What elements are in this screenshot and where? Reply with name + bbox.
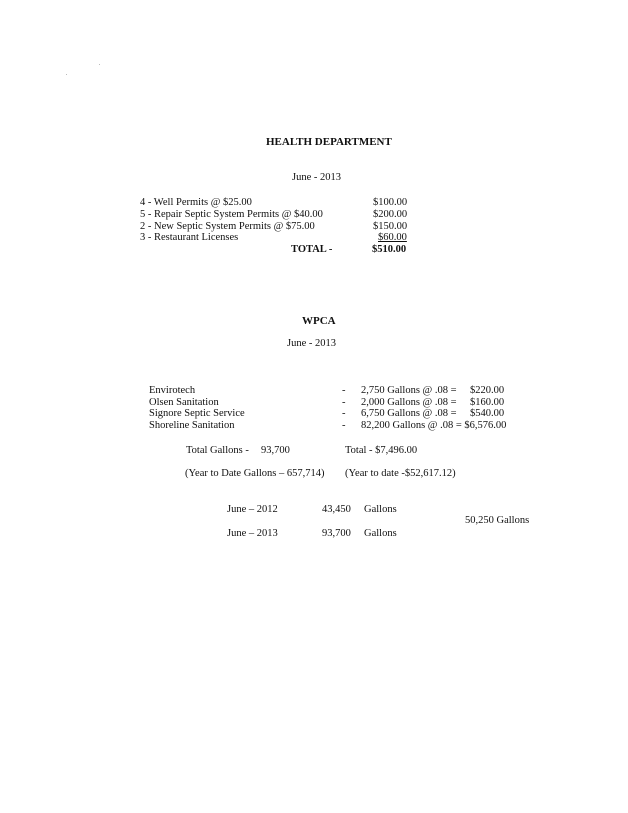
health-item-label: 5 - Repair Septic System Permits @ $40.00 — [140, 209, 323, 220]
wpca-row-name: Olsen Sanitation — [149, 397, 219, 408]
comparison-unit: Gallons — [364, 504, 397, 515]
health-item-amount: $150.00 — [373, 221, 408, 232]
comparison-value: 43,450 — [322, 504, 351, 515]
wpca-row-dash: - — [342, 385, 346, 396]
ytd-gallons: (Year to Date Gallons – 657,714) — [185, 468, 325, 479]
health-item-amount: $200.00 — [373, 209, 408, 220]
total-gallons-value: 93,700 — [261, 445, 290, 456]
wpca-row-amount: $540.00 — [470, 408, 505, 419]
wpca-row-name: Shoreline Sanitation — [149, 420, 235, 431]
comparison-period: June – 2013 — [227, 528, 278, 539]
wpca-row-amount: $220.00 — [470, 385, 505, 396]
wpca-row-calc: 2,750 Gallons @ .08 = — [361, 385, 457, 396]
comparison-difference: 50,250 Gallons — [465, 515, 530, 526]
total-gallons-label: Total Gallons - — [186, 445, 249, 456]
wpca-row-amount: $160.00 — [470, 397, 505, 408]
wpca-row-calc: 82,200 Gallons @ .08 = $6,576.00 — [361, 420, 507, 431]
health-item-label: 3 - Restaurant Licenses — [140, 232, 239, 243]
wpca-row-calc: 6,750 Gallons @ .08 = — [361, 408, 457, 419]
health-item-amount: $100.00 — [373, 197, 408, 208]
health-item-label: 2 - New Septic System Permits @ $75.00 — [140, 221, 315, 232]
wpca-row-name: Signore Septic Service — [149, 408, 245, 419]
total-amount: Total - $7,496.00 — [345, 445, 418, 456]
comparison-period: June – 2012 — [227, 504, 278, 515]
wpca-period: June - 2013 — [287, 338, 336, 349]
health-total-label: TOTAL - — [291, 244, 333, 255]
wpca-row-dash: - — [342, 420, 346, 431]
health-item-amount: $60.00 — [378, 232, 407, 243]
wpca-row-name: Envirotech — [149, 385, 196, 396]
health-title: HEALTH DEPARTMENT — [266, 136, 392, 148]
comparison-value: 93,700 — [322, 528, 351, 539]
ytd-amount: (Year to date -$52,617.12) — [345, 468, 456, 479]
wpca-title: WPCA — [302, 315, 336, 327]
health-total-amount: $510.00 — [372, 244, 407, 255]
scan-speck — [66, 74, 67, 75]
scan-speck — [99, 64, 100, 65]
wpca-row-dash: - — [342, 397, 346, 408]
health-period: June - 2013 — [292, 172, 341, 183]
wpca-row-dash: - — [342, 408, 346, 419]
health-item-label: 4 - Well Permits @ $25.00 — [140, 197, 252, 208]
wpca-row-calc: 2,000 Gallons @ .08 = — [361, 397, 457, 408]
comparison-unit: Gallons — [364, 528, 397, 539]
